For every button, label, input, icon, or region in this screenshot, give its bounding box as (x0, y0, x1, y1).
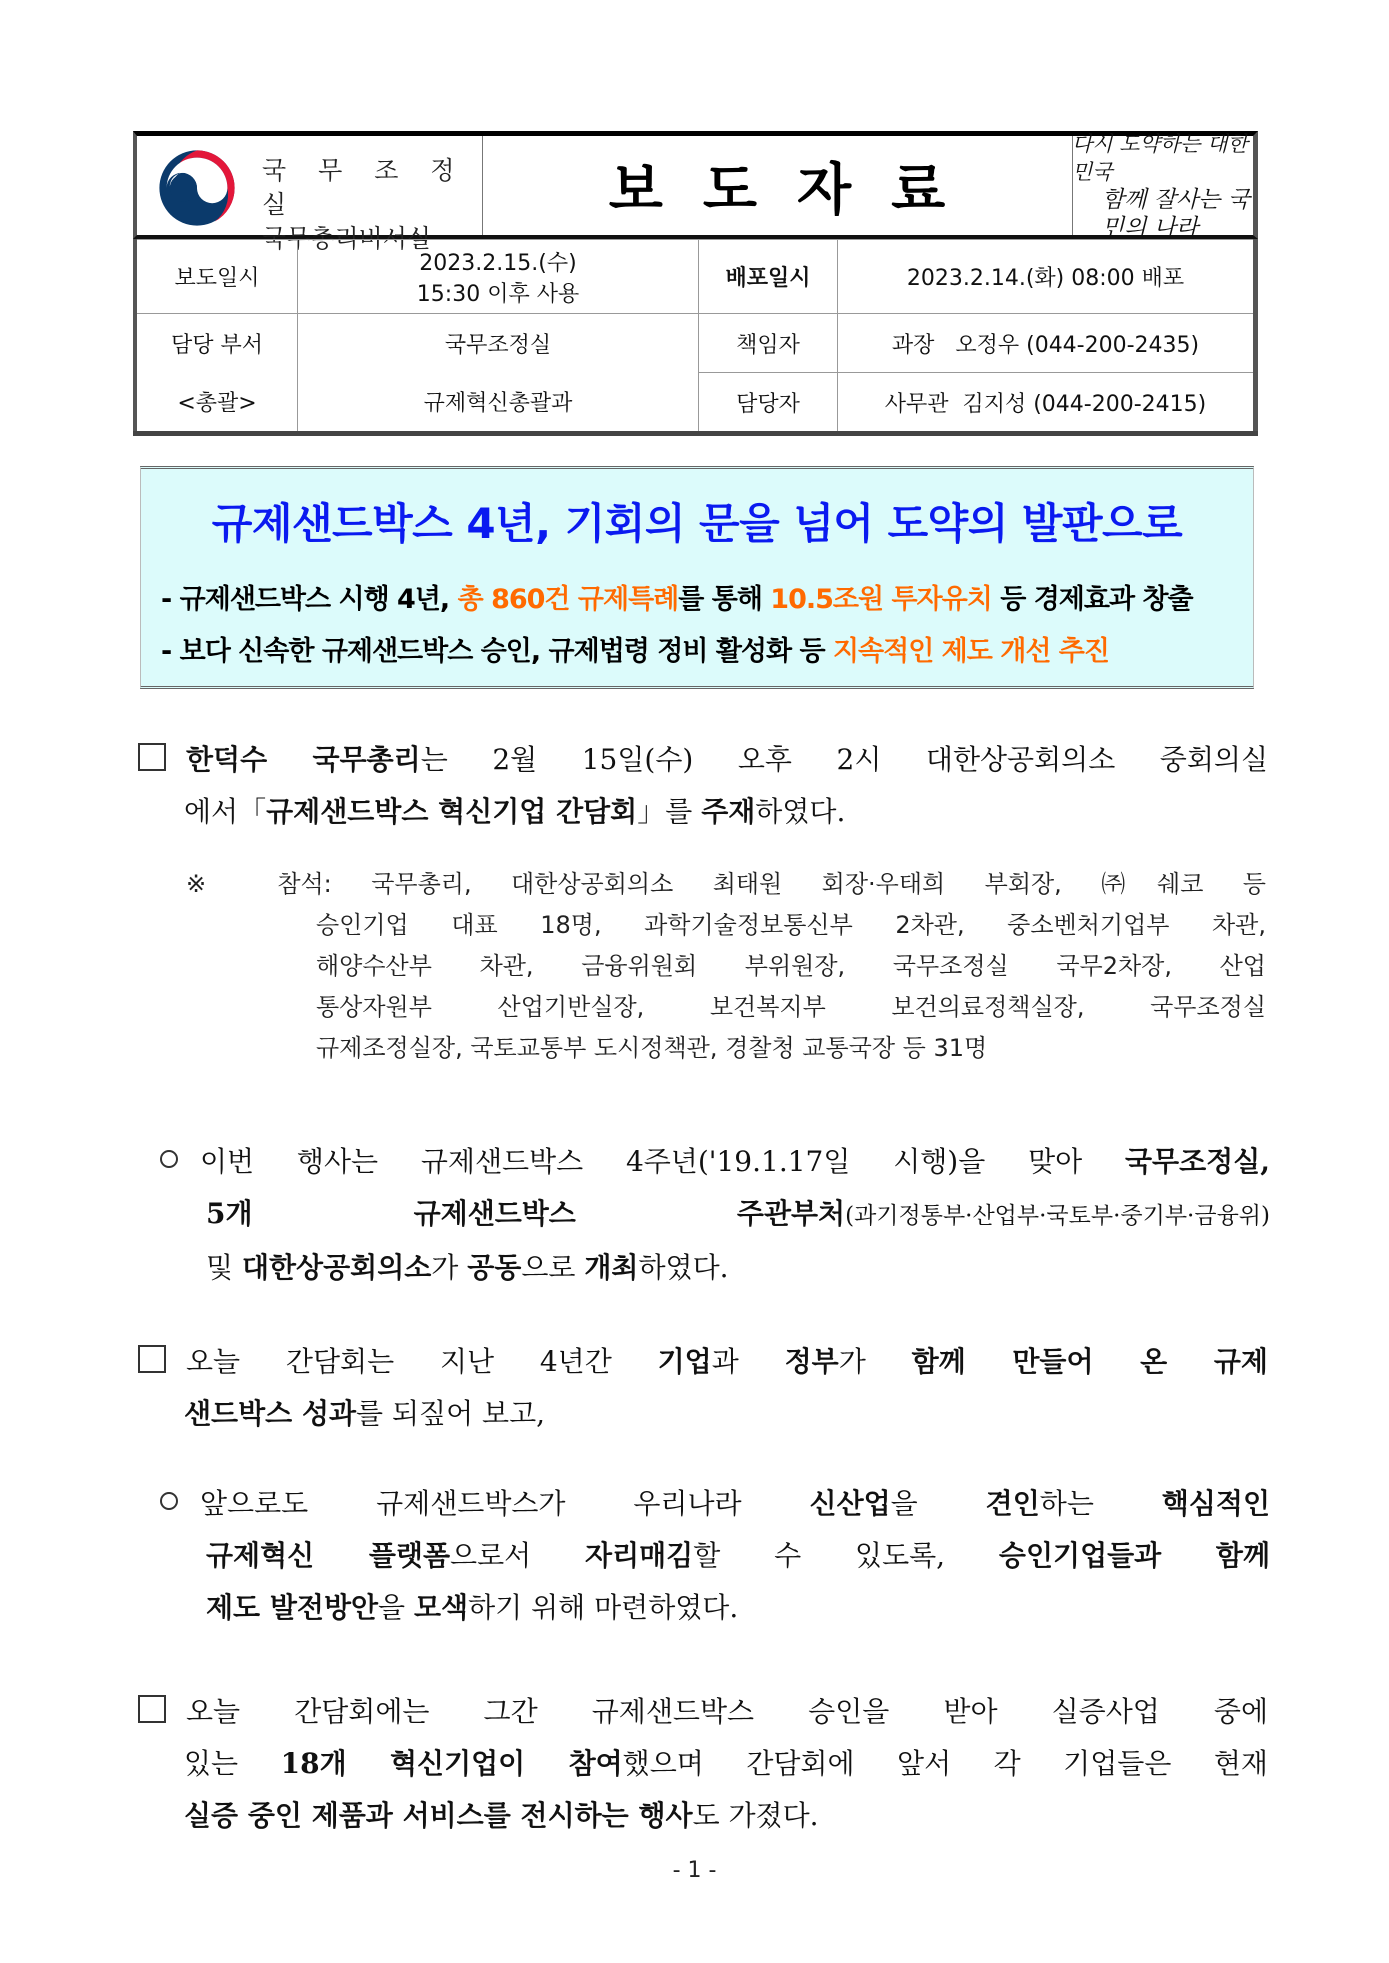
distribute-value: 2023.2.14.(화) 08:00 배포 (838, 240, 1256, 314)
dept-sub-label: <총괄> (135, 373, 298, 434)
paragraph-2: 오늘 간담회는 지난 4년간 기업과 정부가 함께 만들어 온 규제 샌드박스 성과를 되짚어 보고, (138, 1336, 1268, 1440)
paragraph-3: 오늘 간담회에는 그간 규제샌드박스 승인을 받아 실증사업 중에 있는 18개 혁신기업이 참여했으며 간담회에 앞서 각 기업들은 현재 실증 중인 제품과 서비스를 전시하는 행사도 가졌다. (138, 1686, 1268, 1842)
contact-value: 사무관 김지성 (044-200-2415) (838, 373, 1256, 434)
highlight-text: 총 860건 규제특례 (457, 584, 679, 615)
table-row (135, 314, 1256, 373)
page-number: - 1 - (672, 1858, 717, 1883)
bullet-1: 이번 행사는 규제샌드박스 4주년('19.1.17일 시행)을 맞아 국무조정실, 5개 규제샌드박스 주관부처(과기정통부·산업부·국토부·중기부·금융위) 및 대한상공회의소가 공동으로 개최하였다. (160, 1136, 1270, 1294)
slogan-line2: 함께 잘사는 국민의 나라 (1102, 186, 1250, 241)
press-release-header (133, 131, 1258, 253)
paragraph-1: 한덕수 국무총리는 2월 15일(수) 오후 2시 대한상공회의소 중회의실 에서「규제샌드박스 혁신기업 간담회」를 주재하였다. (138, 734, 1268, 838)
highlight-text: 지속적인 제도 개선 추진 (832, 636, 1109, 667)
release-info-table (133, 239, 1258, 436)
dept-label: 담당 부서 (135, 314, 298, 373)
table-row (135, 240, 1256, 314)
bullet-2: 앞으로도 규제샌드박스가 우리나라 신산업을 견인하는 핵심적인 규제혁신 플랫폼으로서 자리매김할 수 있도록, 승인기업들과 함께 제도 발전방안을 모색하기 위해 마련하였다. (160, 1478, 1270, 1634)
logo-cell (137, 136, 483, 253)
org-line2: 국무총리비서실 (262, 224, 432, 253)
release-label: 보도일시 (135, 240, 298, 314)
headline-sub2: - 보다 신속한 규제샌드박스 승인, 규제법령 정비 활성화 등 지속적인 제도 개선 추진 (161, 636, 1109, 667)
manager-label: 책임자 (699, 314, 838, 373)
highlight-text: 10.5조원 투자유치 (770, 584, 992, 615)
org-line1: 국 무 조 정 실 (262, 156, 467, 219)
dept-team: 규제혁신총괄과 (298, 373, 699, 434)
distribute-label: 배포일시 (699, 240, 838, 314)
slogan-line1: 다시 도약하는 대한민국 (1072, 131, 1248, 184)
circle-bullet-icon (160, 1150, 178, 1168)
headline-box (140, 466, 1254, 689)
contact-label: 담당자 (699, 373, 838, 434)
doc-title-cell (482, 136, 1073, 235)
circle-bullet-icon (160, 1492, 178, 1510)
dept-name: 국무조정실 (298, 314, 699, 373)
headline-sub1: - 규제샌드박스 시행 4년, 총 860건 규제특례를 통해 10.5조원 투자유치 등 경제효과 창출 (161, 584, 1193, 615)
release-datetime: 2023.2.15.(수) 15:30 이후 사용 (298, 240, 699, 314)
checkbox-square-icon (138, 1345, 166, 1373)
headline-title: 규제샌드박스 4년, 기회의 문을 넘어 도약의 발판으로 (211, 499, 1183, 548)
table-row (135, 373, 1256, 434)
government-emblem-icon (157, 148, 237, 228)
manager-value: 과장 오정우 (044-200-2435) (838, 314, 1256, 373)
checkbox-square-icon (138, 743, 166, 771)
reference-mark: ※ 참석: (186, 870, 372, 898)
doc-type-title: 보도자료 (608, 157, 986, 223)
slogan-cell (1072, 131, 1253, 241)
checkbox-square-icon (138, 1695, 166, 1723)
attendees-note: ※ 참석: 국무총리, 대한상공회의소 최태원 회장·우태희 부회장, ㈜쉐코 등 승인기업 대표 18명, 과학기술정보통신부 2차관, 중소벤처기업부 차관, 해양수산부 차관, 금융위원회 부위원장, 국무조정실 국무2차장, 산업 통상자원부 산업기반실장, 보건복지부 보건의료정책실장, 국무조정실 규제조정실장, 국토교통부 도시정책관, 경찰청 교통국장 등 31명 (186, 870, 1266, 1062)
